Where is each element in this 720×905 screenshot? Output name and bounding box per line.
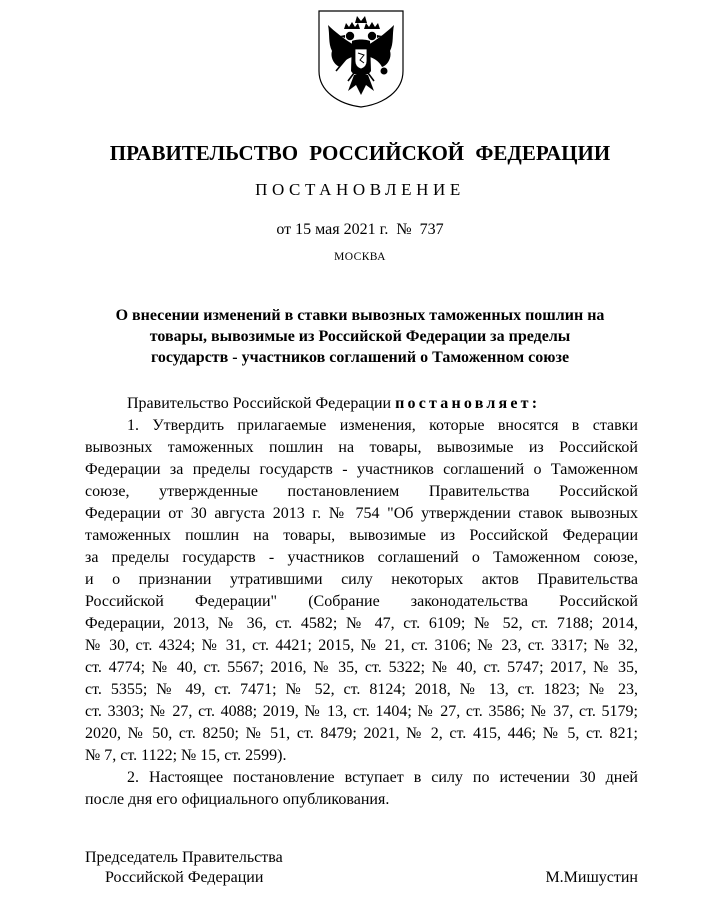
document-type: ПОСТАНОВЛЕНИЕ	[255, 180, 465, 199]
paragraph-1-line: таможенных пошлин на товары, вывозимые из Российской Федерации	[85, 527, 638, 544]
document-title	[90, 305, 630, 368]
preamble	[85, 393, 638, 415]
title-line: товары, вывозимые из Российской Федерации за пределы	[149, 328, 571, 345]
title-line: государств - участников соглашений о Таможенном союзе	[150, 349, 570, 366]
paragraph-1-line: 2020, № 50, ст. 8250; № 51, ст. 8479; 2021, № 2, ст. 415, 446; № 5, ст. 821;	[85, 725, 638, 742]
paragraph-1-line: ст. 4774; № 40, ст. 5567; 2016, № 35, ст. 5322; № 40, ст. 5747; 2017, № 35,	[85, 659, 638, 676]
paragraph-2-line: 2. Настоящее постановление вступает в силу по истечении 30 дней	[127, 769, 638, 786]
paragraph-1-line: № 30, ст. 4324; № 31, ст. 4421; 2015, № 21, ст. 3106; № 23, ст. 3317; № 32,	[85, 637, 638, 654]
paragraph-1-line: 1. Утвердить прилагаемые изменения, которые вносятся в ставки	[127, 417, 638, 434]
paragraph-1-line: ст. 5355; № 49, ст. 7471; № 52, ст. 8124; 2018, № 13, ст. 1823; № 23,	[85, 681, 638, 698]
signer-position-line: Российской Федерации	[105, 869, 264, 886]
paragraph-1-line: вывозных таможенных пошлин на товары, вывозимые из Российской	[85, 439, 638, 456]
document-date-number: от 15 мая 2021 г. № 737	[276, 221, 444, 238]
paragraph-1-line: союзе, утвержденные постановлением Правительства Российской	[85, 483, 638, 500]
document-city: МОСКВА	[334, 251, 386, 263]
paragraph-1-line: Федерации за пределы государств - участников соглашений о Таможенном	[85, 461, 638, 478]
signer-position	[85, 848, 283, 888]
preamble-colon: :	[531, 395, 541, 412]
issuing-authority: ПРАВИТЕЛЬСТВО РОССИЙСКОЙ ФЕДЕРАЦИИ	[109, 141, 611, 165]
document-body	[85, 393, 638, 811]
paragraph-1-line: за пределы государств - участников соглашений о Таможенном союзе,	[85, 549, 638, 566]
paragraph-1-line: ст. 3303; № 27, ст. 4088; 2019, № 13, ст. 1404; № 27, ст. 3586; № 37, ст. 5179;	[85, 703, 638, 720]
paragraph-1-line: № 7, ст. 1122; № 15, ст. 2599).	[85, 747, 287, 764]
paragraph-1-line: Российской Федерации" (Собрание законодательства Российской	[85, 593, 638, 610]
russian-coat-of-arms-icon	[316, 9, 406, 109]
paragraph-1-line: Федерации от 30 августа 2013 г. № 754 "Об утверждении ставок вывозных	[85, 505, 638, 522]
paragraph-1-line: и о признании утратившими силу некоторых актов Правительства	[85, 571, 638, 588]
preamble-verb: постановляет	[395, 395, 532, 412]
signer-position-line: Председатель Правительства	[85, 849, 283, 866]
paragraph-1-line: Федерации, 2013, № 36, ст. 4582; № 47, ст. 6109; № 52, ст. 7188; 2014,	[85, 615, 638, 632]
title-line: О внесении изменений в ставки вывозных таможенных пошлин на	[115, 307, 605, 324]
coat-of-arms-emblem	[316, 9, 406, 109]
preamble-text: Правительство Российской Федерации	[127, 395, 396, 412]
signer-name: М.Мишустин	[545, 869, 638, 886]
paragraph-2-line: после дня его официального опубликования.	[85, 791, 390, 808]
